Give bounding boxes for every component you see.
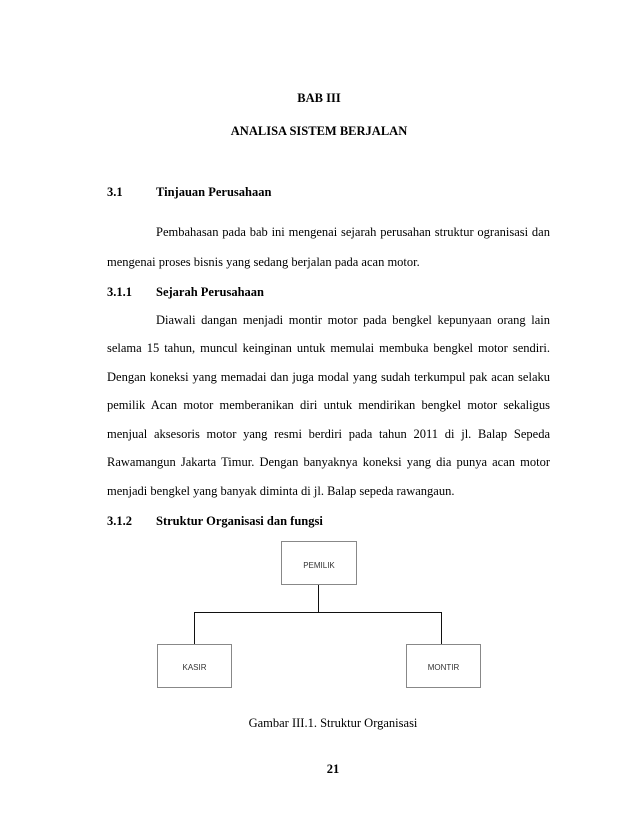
paragraph-line: menjadi bengkel yang banyak diminta di jl. Balap sepeda rawangaun. <box>107 484 455 498</box>
paragraph-line: menjual aksesoris motor yang resmi berdiri pada tahun 2011 di jl. Balap Sepeda <box>107 428 550 441</box>
org-box-left <box>157 644 232 688</box>
section-number: 3.1.1 <box>107 285 132 299</box>
section-number: 3.1.2 <box>107 514 132 528</box>
section-title: Tinjauan Perusahaan <box>156 185 272 199</box>
org-box-label: KASIR <box>182 663 207 672</box>
paragraph-line: selama 15 tahun, muncul keinginan untuk memulai membuka bengkel motor sendiri. <box>107 342 550 355</box>
org-connector <box>194 612 442 613</box>
chapter-subtitle: ANALISA SISTEM BERJALAN <box>230 124 408 138</box>
section-title: Sejarah Perusahaan <box>156 285 264 299</box>
section-number: 3.1 <box>107 185 123 199</box>
paragraph-line: mengenai proses bisnis yang sedang berjalan pada acan motor. <box>107 255 420 269</box>
org-connector <box>318 585 319 612</box>
org-box-label: PEMILIK <box>303 561 335 570</box>
section-title: Struktur Organisasi dan fungsi <box>156 514 323 528</box>
org-box-label: MONTIR <box>427 663 460 672</box>
paragraph-line: pemilik Acan motor memberanikan diri untuk mendirikan bengkel motor sekaligus <box>107 399 550 412</box>
paragraph-line: Pembahasan pada bab ini mengenai sejarah perusahan struktur ogranisasi dan <box>156 226 550 239</box>
org-box-right <box>406 644 481 688</box>
figure-caption: Gambar III.1. Struktur Organisasi <box>248 716 418 730</box>
org-connector <box>441 612 442 644</box>
paragraph-line: Diawali dangan menjadi montir motor pada bengkel kepunyaan orang lain <box>156 314 550 327</box>
paragraph-line: Rawamangun Jakarta Timur. Dengan banyaknya koneksi yang dia punya acan motor <box>107 456 550 469</box>
paragraph-line: Dengan koneksi yang memadai dan juga modal yang sudah terkumpul pak acan selaku <box>107 371 550 384</box>
org-connector <box>194 612 195 644</box>
page-number: 21 <box>326 762 340 776</box>
chapter-title: BAB III <box>297 91 341 105</box>
org-box-top <box>281 541 357 585</box>
